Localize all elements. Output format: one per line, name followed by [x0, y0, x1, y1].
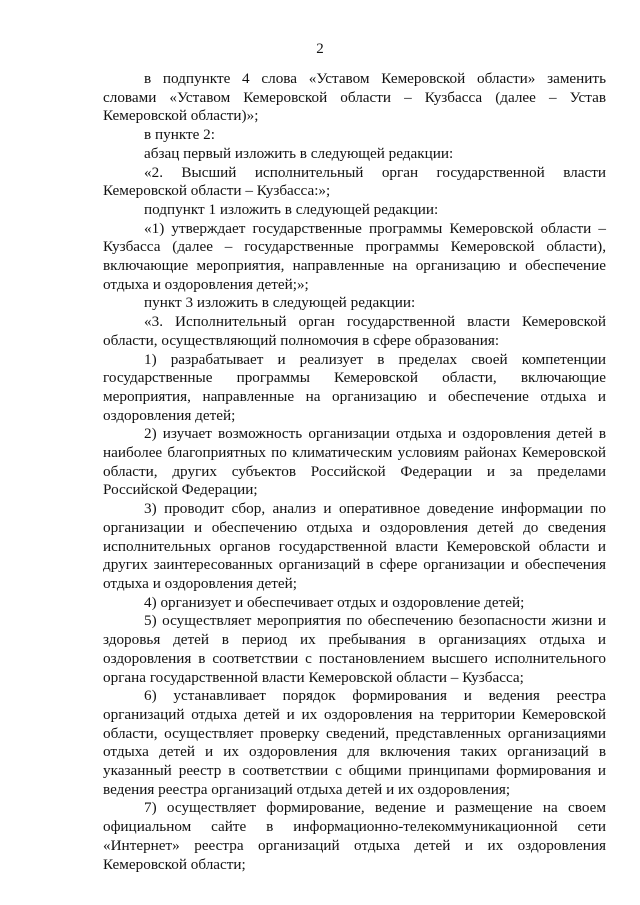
list-item-1: 1) разрабатывает и реализует в пределах своей компетенции государственные программы Кемеровской области, включающие мероприятия, направленные на организацию и обеспечение отдыха и оздоровления детей;: [103, 350, 606, 424]
list-item-3: 3) проводит сбор, анализ и оперативное доведение информации по организации и обеспечению отдыха и оздоровления детей до сведения исполнительных органов государственной власти Кемеровской области и других заинтересованных организаций в сфере организации и обеспечения отдыха и оздоровления детей;: [103, 500, 606, 592]
document-body: [103, 70, 606, 874]
list-item-5: 5) осуществляет мероприятия по обеспечению безопасности жизни и здоровья детей в период их пребывания в организациях отдыха и оздоровления в соответствии с постановлением высшего исполнительного органа государственной власти Кемеровской области – Кузбасса;: [103, 612, 606, 686]
paragraph-quote-point-2: «2. Высший исполнительный орган государственной власти Кемеровской области – Кузбасса:»;: [103, 163, 606, 200]
paragraph-amend-subpoint-4: в подпункте 4 слова «Уставом Кемеровской области» заменить словами «Уставом Кемеровской области – Кузбасса (далее – Устав Кемеровской области)»;: [103, 70, 606, 125]
list-item-2: 2) изучает возможность организации отдыха и оздоровления детей в наиболее благоприятных по климатическим условиям районах Кемеровской области, других субъектов Российской Федерации и за пределами Российской Федерации;: [103, 425, 606, 499]
list-item-7: 7) осуществляет формирование, ведение и размещение на своем официальном сайте в информационно-телекоммуникационной сети «Интернет» реестра организаций отдыха детей и их оздоровления Кемеровской области;: [103, 799, 606, 873]
paragraph-quote-point-3: «3. Исполнительный орган государственной власти Кемеровской области, осуществляющий полномочия в сфере образования:: [103, 313, 606, 349]
list-item-4: 4) организует и обеспечивает отдых и оздоровление детей;: [144, 593, 525, 611]
paragraph-in-point-2: в пункте 2:: [144, 126, 215, 144]
paragraph-point-3-heading: пункт 3 изложить в следующей редакции:: [144, 294, 416, 312]
paragraph-subpoint-1-heading: подпункт 1 изложить в следующей редакции:: [144, 200, 439, 218]
paragraph-quote-subpoint-1: «1) утверждает государственные программы Кемеровской области – Кузбасса (далее – государственные программы Кемеровской области), включающие мероприятия, направленные на организацию и обеспечение отдыха и оздоровления детей;»;: [103, 219, 606, 293]
page-number: 2: [316, 41, 324, 57]
list-item-6: 6) устанавливает порядок формирования и ведения реестра организаций отдыха детей и их оздоровления на территории Кемеровской области, осуществляет проверку сведений, представленных организациями отдыха детей и их оздоровления для включения таких организаций в указанный реестр в соответствии с общими принципами формирования и ведения реестра организаций отдыха детей и их оздоровления;: [103, 687, 606, 798]
paragraph-first-abzac: абзац первый изложить в следующей редакции:: [144, 144, 454, 162]
